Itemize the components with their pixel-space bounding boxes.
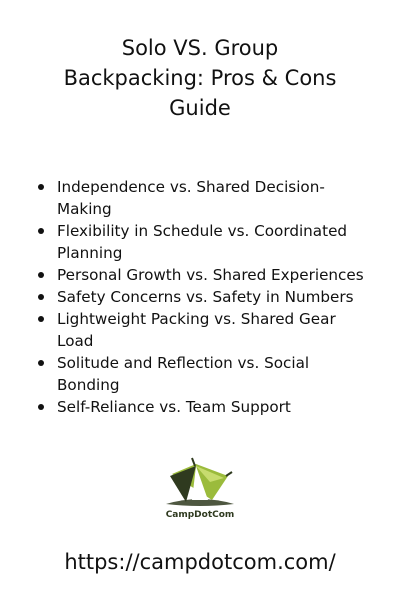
list-item-line: Load — [57, 332, 94, 350]
list-item — [38, 352, 378, 396]
bullet-icon — [38, 184, 44, 190]
list-item — [38, 396, 378, 418]
title-line-2: Backpacking: Pros & Cons — [63, 66, 337, 90]
tent-icon — [162, 456, 238, 508]
bullet-icon — [38, 316, 44, 322]
list-item-line: Solitude and Reflection vs. Social — [57, 354, 310, 372]
bullet-icon — [38, 272, 44, 278]
list-item-line: Safety Concerns vs. Safety in Numbers — [57, 288, 354, 306]
list-item-line: Independence vs. Shared Decision- — [57, 178, 325, 196]
title-line-3: Guide — [169, 96, 231, 120]
list-item-line: Flexibility in Schedule vs. Coordinated — [57, 222, 348, 240]
list-item-line: Personal Growth vs. Shared Experiences — [57, 266, 364, 284]
list-item — [38, 176, 378, 220]
list-item-line: Bonding — [57, 376, 120, 394]
bullet-icon — [38, 294, 44, 300]
bullet-icon — [38, 360, 44, 366]
bullet-icon — [38, 228, 44, 234]
title-line-1: Solo VS. Group — [121, 36, 279, 60]
list-item-line: Lightweight Packing vs. Shared Gear — [57, 310, 336, 328]
page-title — [30, 33, 370, 123]
list-item — [38, 308, 378, 352]
logo-wordmark: CampDotCom — [165, 510, 235, 520]
list-item — [38, 220, 378, 264]
website-url[interactable]: https://campdotcom.com/ — [64, 550, 336, 574]
comparison-list — [38, 176, 378, 418]
list-item-line: Planning — [57, 244, 123, 262]
list-item-line: Self-Reliance vs. Team Support — [57, 398, 291, 416]
list-item-line: Making — [57, 200, 112, 218]
list-item — [38, 286, 378, 308]
campdotcom-logo — [159, 456, 241, 526]
list-item — [38, 264, 378, 286]
bullet-icon — [38, 404, 44, 410]
